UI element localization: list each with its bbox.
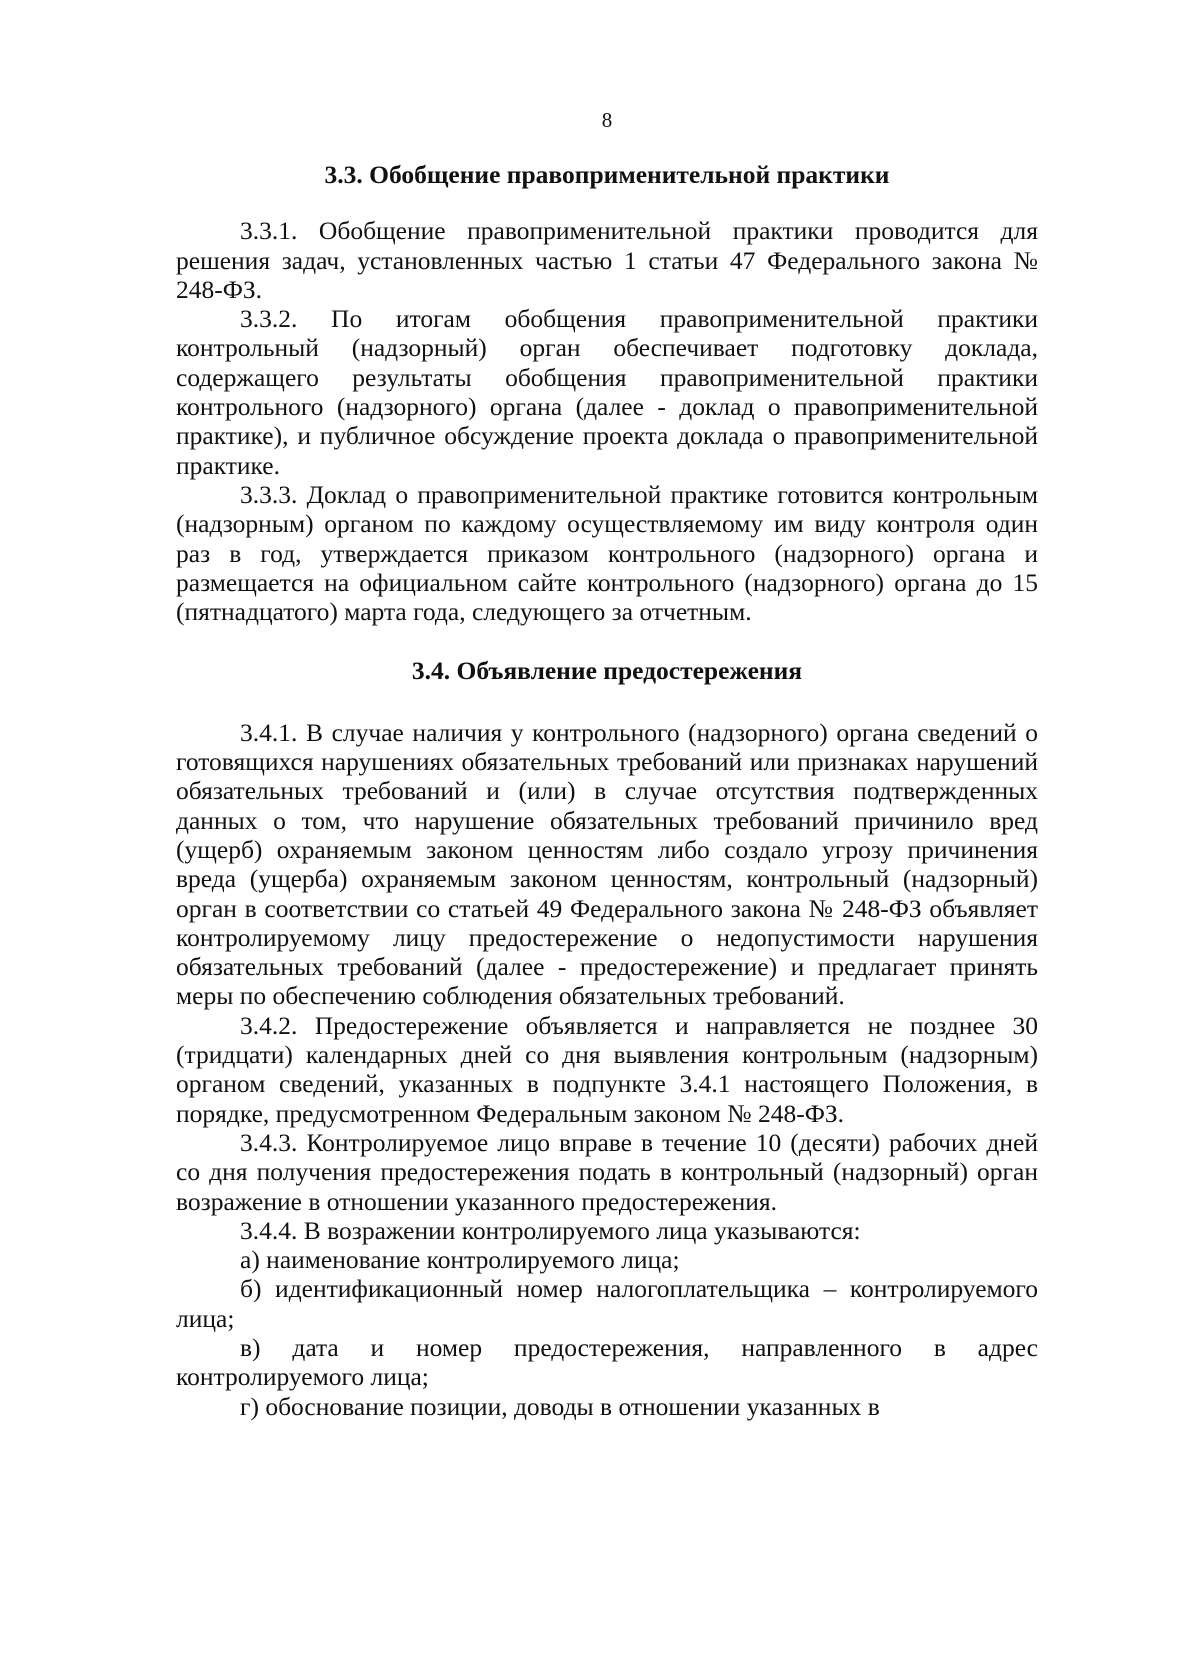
list-item-g: г) обоснование позиции, доводы в отношении указанных в [240,1391,880,1421]
paragraph-3-4-4: 3.4.4. В возражении контролируемого лица указываются: [240,1215,861,1245]
document-page [176,108,1038,1421]
list-item-a: а) наименование контролируемого лица; [240,1245,680,1275]
paragraph-3-3-1: 3.3.1. Обобщение правоприменительной практики проводится для решения задач, установленных частью 1 статьи 47 Федерального закона № 248-ФЗ. [176,216,1038,304]
paragraph-3-4-2: 3.4.2. Предостережение объявляется и направляется не позднее 30 (тридцати) календарных дней со дня выявления контрольным (надзорным) органом сведений, указанных в подпункте 3.4.1 настоящего Положения, в порядке, предусмотренном Федеральным законом № 248-ФЗ. [176,1010,1038,1128]
paragraph-3-4-1: 3.4.1. В случае наличия у контрольного (надзорного) органа сведений о готовящихся нарушениях обязательных требований или признаках нарушений обязательных требований и (или) в случае отсутствия подтвержденных данных о том, что нарушение обязательных требований причинило вред (ущерб) охраняемым законом ценностям либо создало угрозу причинения вреда (ущерба) охраняемым законом ценностям, контрольный (надзорный) орган в соответствии со статьей 49 Федерального закона № 248-ФЗ объявляет контролируемому лицу предостережение о недопустимости нарушения обязательных требований (далее - предостережение) и предлагает принять меры по обеспечению соблюдения обязательных требований. [176,717,1038,1011]
paragraph-3-4-3: 3.4.3. Контролируемое лицо вправе в течение 10 (десяти) рабочих дней со дня получения предостережения подать в контрольный (надзорный) орган возражение в отношении указанного предостережения. [176,1127,1038,1216]
page-number: 8 [601,108,613,132]
list-item-b: б) идентификационный номер налогоплательщика – контролируемого лица; [176,1274,1038,1333]
list-item-v: в) дата и номер предостережения, направленного в адрес контролируемого лица; [176,1332,1038,1392]
paragraph-3-3-3: 3.3.3. Доклад о правоприменительной практике готовится контрольным (надзорным) органом по каждому осуществляемому им виду контроля один раз в год, утверждается приказом контрольного (надзорного) органа и размещается на официальном сайте контрольного (надзорного) органа до 15 (пятнадцатого) марта года, следующего за отчетным. [176,479,1038,627]
section-heading-3-3: 3.3. Обобщение правоприменительной практики [324,160,890,189]
paragraph-3-3-2: 3.3.2. По итогам обобщения правоприменительной практики контрольный (надзорный) орган обеспечивает подготовку доклада, содержащего результаты обобщения правоприменительной практики контрольного (надзорного) органа (далее - доклад о правоприменительной практике), и публичное обсуждение проекта доклада о правоприменительной практике. [176,304,1038,480]
section-heading-3-4: 3.4. Объявление предостережения [411,656,803,686]
